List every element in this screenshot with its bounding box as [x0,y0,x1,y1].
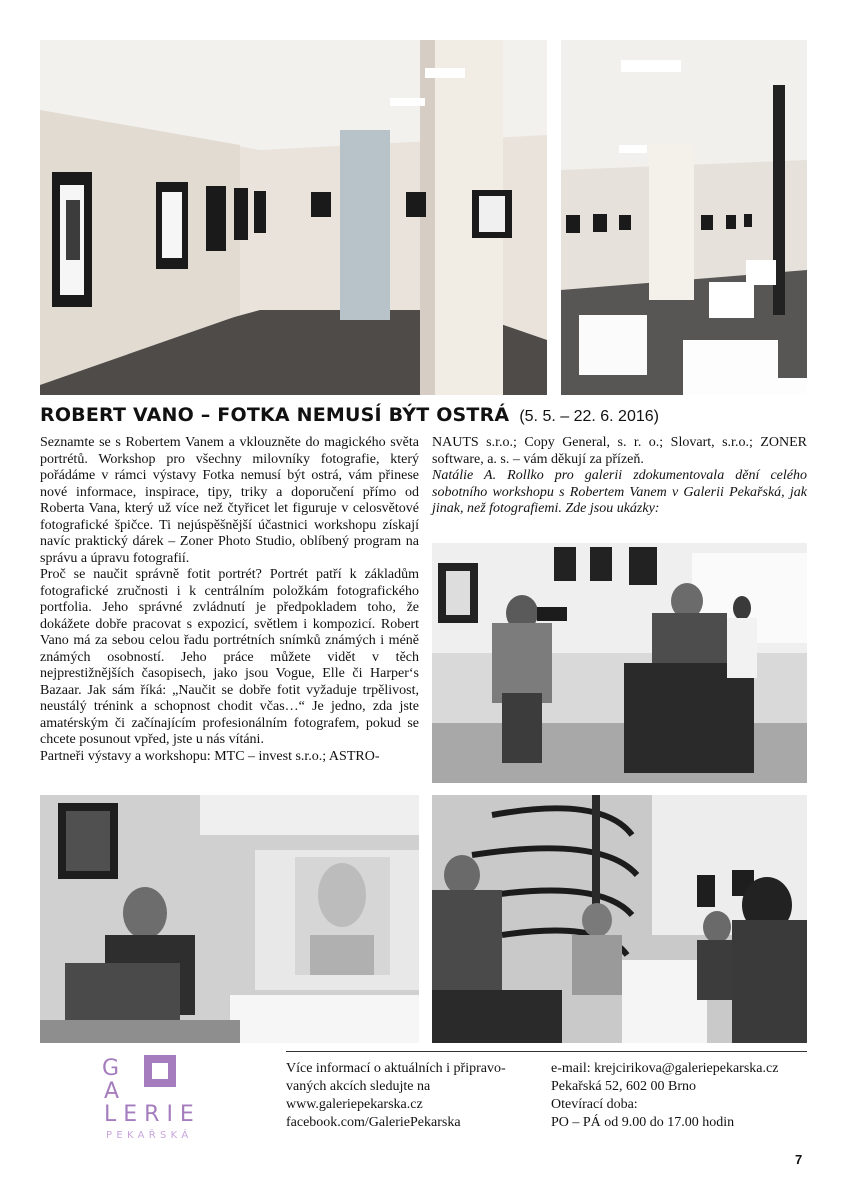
footer-facebook-link[interactable]: facebook.com/GaleriePekarska [286,1115,461,1130]
paragraph-intro: Seznamte se s Robertem Vanem a vklouzněte do magického světa portrétů. Workshop pro všechny milovníky fotografie, který pořádáme v rámci výstavy Fotka nemusí být ostrá, vám přinese nové informace, inspirace, tipy, triky a doporučení přímo od Roberta Vana, který už více než čtyřicet let figuruje v celosvětové fotografické špičce. Ti nejúspěšnější účastnici workshopu získají navíc praktický dárek – Zoner Photo Studio, oblíbený program na správu a úpravu fotografií. [40,435,419,566]
article-dates: (5. 5. – 22. 6. 2016) [519,408,659,425]
footer-divider [286,1051,807,1052]
footer-hours: PO – PÁ od 9.00 do 17.00 hodin [551,1115,735,1130]
page-number: 7 [795,1152,803,1167]
workshop-photographer-photo [432,543,807,783]
footer-email[interactable]: e-mail: krejcirikova@galeriepekarska.cz [551,1061,779,1076]
paragraph-partners-continued: NAUTS s.r.o.; Copy General, s. r. o.; Slovart, s.r.o.; ZONER software, a. s. – vám děkují za přízeň. [432,435,807,467]
paragraph-portrait: Proč se naučit správně fotit portrét? Portrét patří k základům fotografické zručnosti i k centrálním položkám fotografického portfolia. Jeho správné zvládnutí je předpokladem toho, že dokážete dobře pracovat s expozicí, světlem i kompozicí. Robert Vano má za sebou celou řadu portrétních snímků známých i méně známých osobností. Jeho práce můžete vidět v těch nejprestižnějších časopisech, jako jsou Vogue, Elle či Harper‘s Bazaar. Jak sám říká: „Naučit se dobře fotit vyžaduje trpělivost, neustálý trénink a schopnost chodit včas…“ Je jedno, zda jste amatérským či začínajícím profesionálním fotografem, pokud se chcete posunout vpřed, jste u nás vítáni. [40,567,419,747]
footer-info-line: vaných akcích sledujte na [286,1079,431,1094]
article-body-right [432,435,807,518]
paragraph-partners: Partneři výstavy a workshopu: MTC – invest s.r.o.; ASTRO- [40,748,380,764]
paragraph-photo-credit: Natálie A. Rollko pro galerii zdokumentovala dění celého sobotního workshopu s Robertem Vanem v Galerii Pekařská, jak jinak, než fotografiemi. Zde jsou ukázky: [432,468,807,516]
footer-info [286,1060,546,1132]
footer-hours-label: Otevírací doba: [551,1097,638,1112]
article-title: ROBERT VANO – FOTKA NEMUSÍ BÝT OSTRÁ [40,404,510,426]
logo-word-pekarska: PEKAŘSKÁ [106,1130,193,1141]
footer-contact [551,1060,811,1132]
article-body-left [40,435,419,765]
gallery-interior-photo-right [561,40,807,395]
galerie-pekarska-logo [104,1052,224,1144]
footer-info-line: Více informací o aktuálních i připravo- [286,1061,506,1076]
footer-website-link[interactable]: www.galeriepekarska.cz [286,1097,423,1112]
article-heading [40,404,810,426]
logo-word-lerie: LERIE [104,1102,201,1127]
logo-letter-a: A [104,1079,120,1104]
logo-letter-g: G [102,1056,120,1081]
footer-address: Pekařská 52, 602 00 Brno [551,1079,697,1094]
logo-square-icon [144,1055,176,1087]
workshop-staircase-photo [432,795,807,1043]
gallery-interior-photo-left [40,40,547,395]
workshop-lecture-photo [40,795,419,1043]
